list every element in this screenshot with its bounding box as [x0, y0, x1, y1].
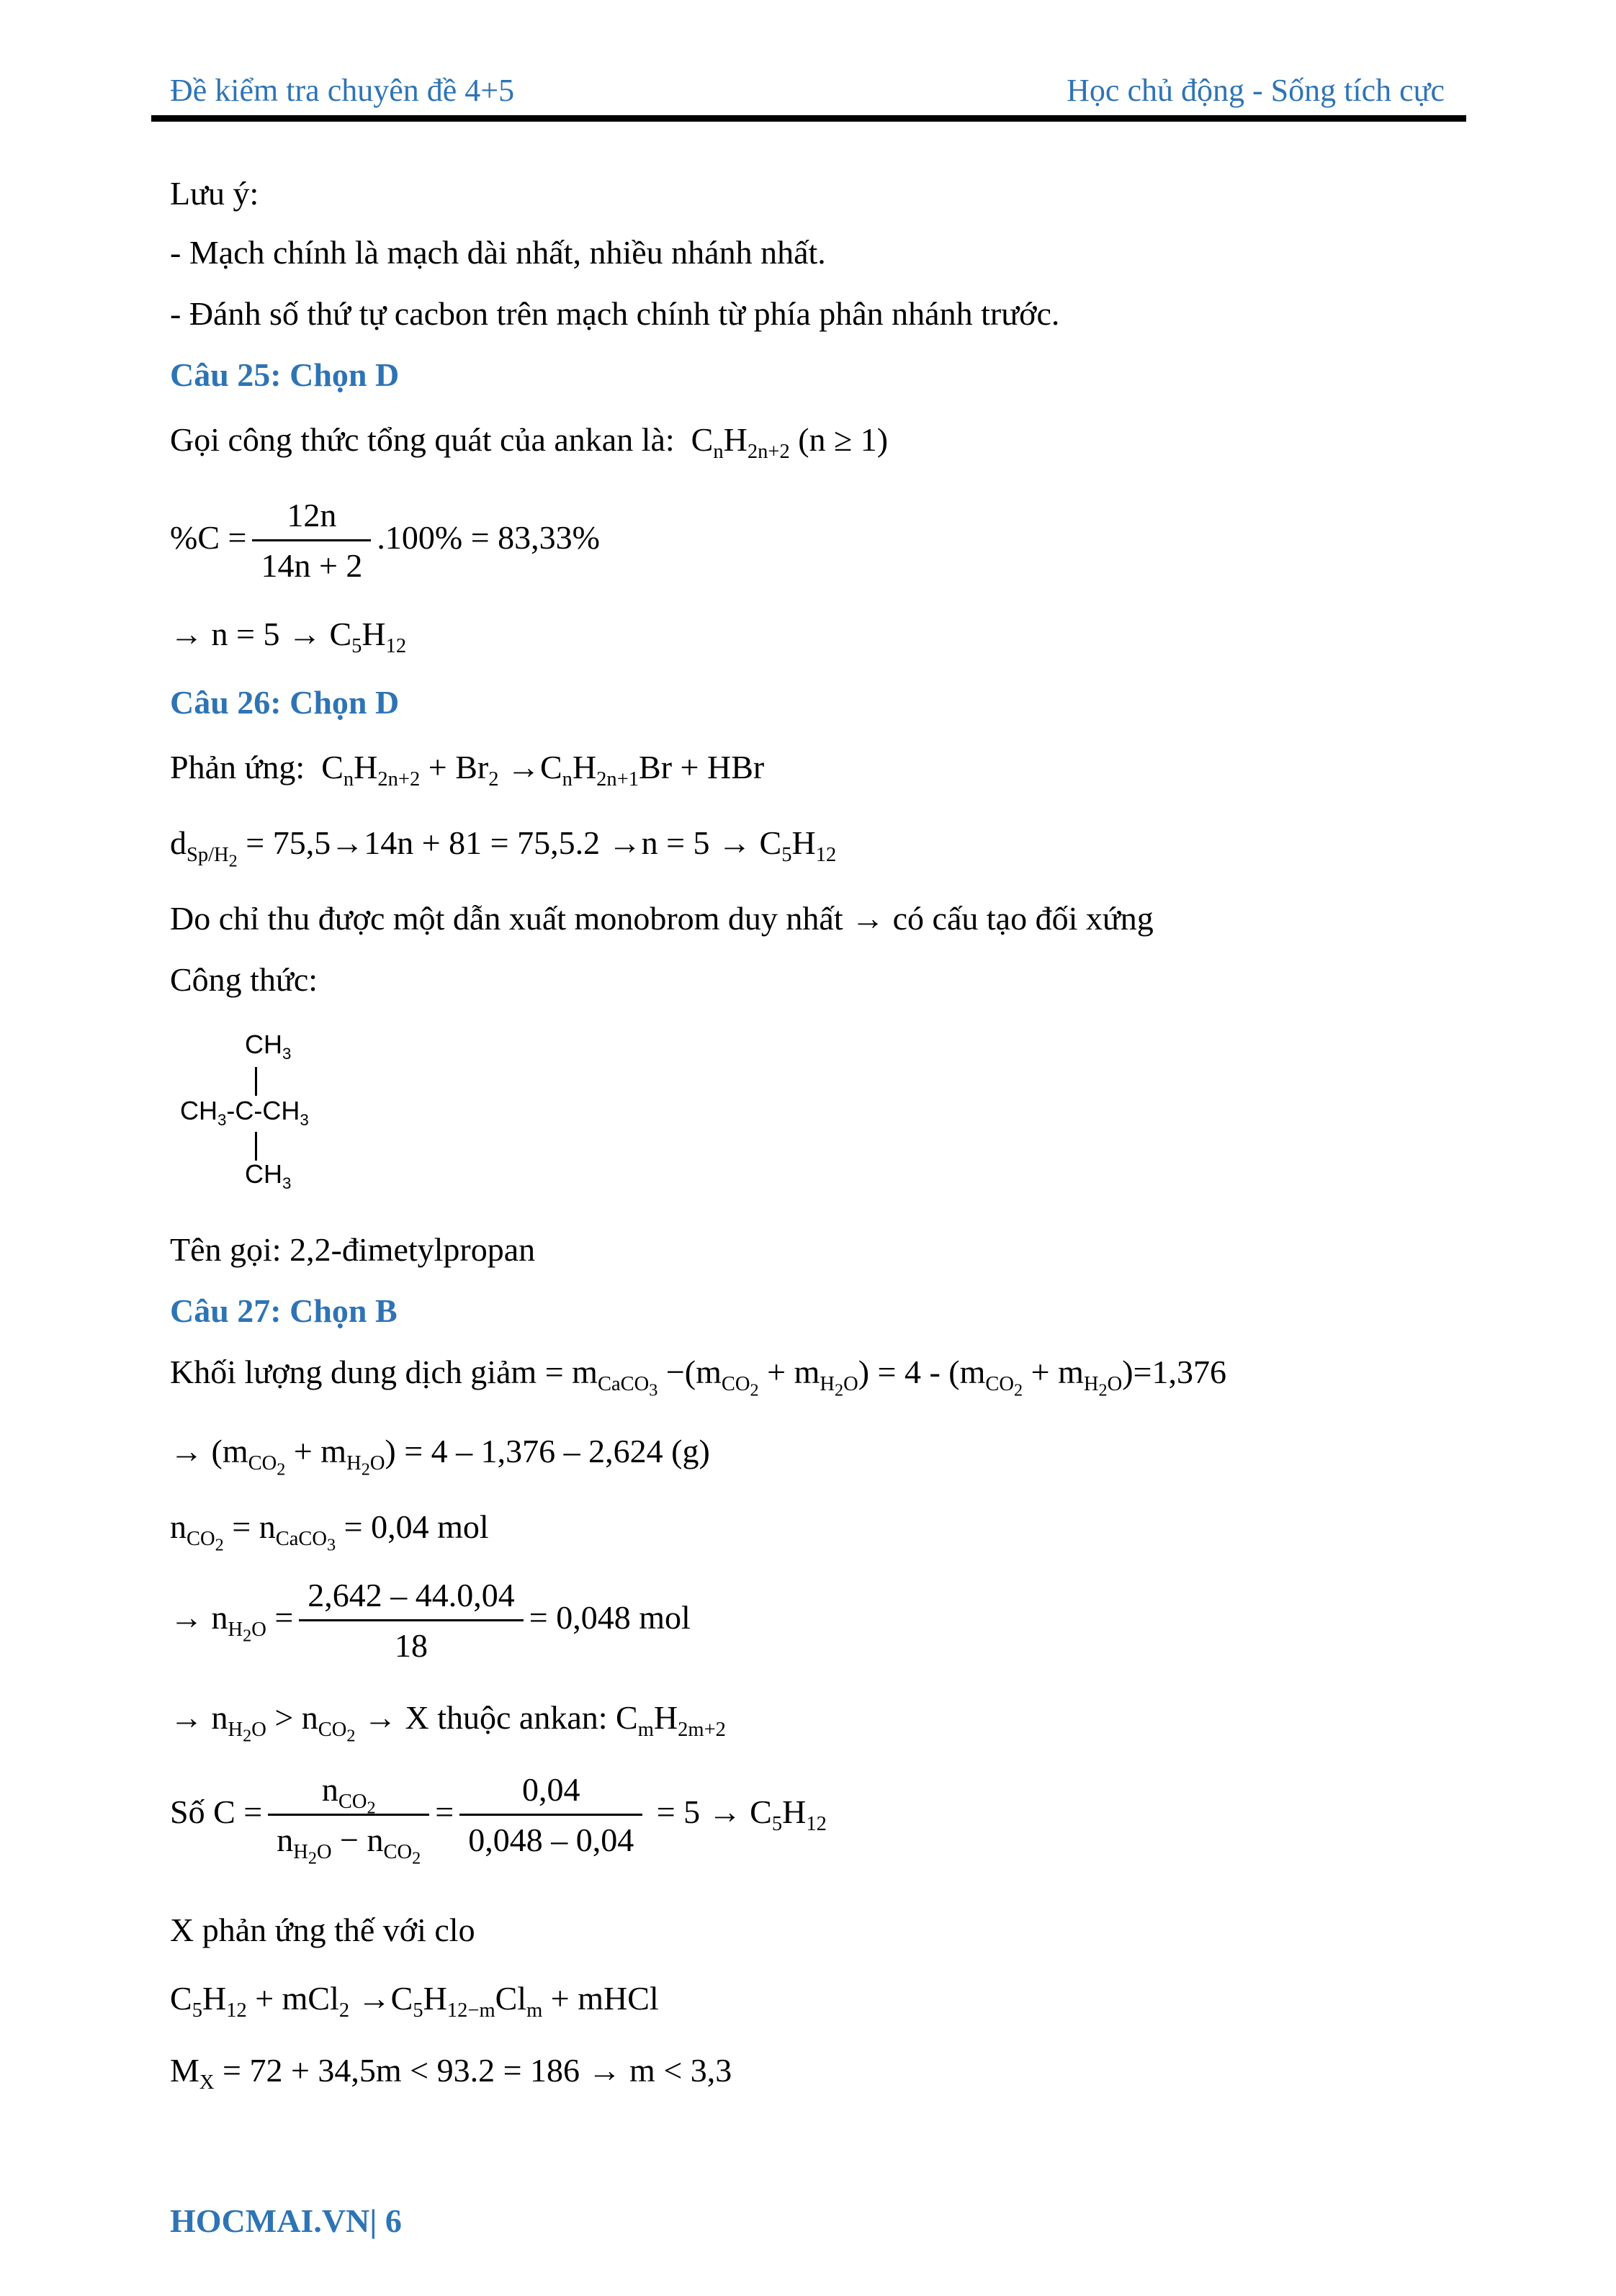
q27-line6: Số C = $\frac{n_{CO_2}}{n_{H_2O} - n_{CO_2}}$ = $\frac{0,04}{0,048 - 0,04}$ = $5 \to C_5H_{12}$ [170, 1771, 827, 1868]
q26-name: Tên gọi: 2,2-đimetylpropan [170, 1231, 536, 1268]
q27-line1: Khối lượng dung dịch giảm = $m_{CaCO_3} -(m_{CO_2} + m_{H_2O}) = 4 - (m_{CO_2} + m_{H_2O})=1,376$ [170, 1354, 1226, 1400]
q25-percent-equation [170, 497, 600, 585]
q26-heading: Câu 26: Chọn D [170, 684, 400, 721]
q25-intro-text: Gọi công thức tổng quát của ankan là: [170, 421, 675, 458]
q25-general-formula: $C_nH_{2n+2}$ (n ≥ 1) [683, 421, 889, 463]
q27-line6-fraction2 [459, 1771, 642, 1860]
note-item-2: - Đánh số thứ tự cacbon trên mạch chính từ phía phân nhánh trước. [170, 295, 1060, 332]
q25-frac-num: 12n [252, 497, 371, 541]
struct-bond-bottom [255, 1132, 257, 1161]
q27-line4: → $n_{H_2O}$ = $\frac{2,642 - 44.0,04}{18}$ = 0,048 mol [170, 1577, 691, 1664]
structural-formula [180, 1030, 367, 1202]
struct-bottom-ch3: $CH_3$ [245, 1159, 292, 1192]
q25-intro [170, 421, 889, 463]
q27-line6-frac2-den: 0,048 – 0,04 [468, 1821, 634, 1858]
note-item-1: - Mạch chính là mạch dài nhất, nhiều nhánh nhất. [170, 234, 826, 271]
q27-line3-end: = 0,04 mol [336, 1508, 489, 1545]
q27-line4-num: 2,642 – 44.0,04 [299, 1577, 524, 1621]
q27-line6-frac1-num: $n_{CO_2}$ [268, 1771, 429, 1816]
q27-line5-mid: → X thuộc ankan: [355, 1699, 616, 1736]
q26-formula-label: Công thức: [170, 961, 318, 998]
struct-top-ch3: $CH_3$ [245, 1030, 292, 1063]
q27-line6-fraction1 [268, 1771, 429, 1868]
q25-fraction [252, 497, 371, 585]
q27-line8: $C_5H_{12} + mCl_2 \to C_5H_{12-m}Cl_m$ + mHCl [170, 1980, 659, 2022]
q26-reaction [170, 749, 765, 791]
q26-reaction-label: Phản ứng: [170, 749, 305, 785]
q27-line6-label: Số C = [170, 1793, 263, 1830]
header-left: Đề kiểm tra chuyên đề 4+5 [170, 73, 515, 108]
q27-line2-end: = 4 – 1,376 – 2,624 (g) [395, 1433, 710, 1469]
q25-result: → $n = 5 \to C_5H_{12}$ [170, 616, 407, 657]
q27-line1-label: Khối lượng dung dịch giảm = [170, 1354, 564, 1390]
q27-line4-den: 18 [395, 1626, 428, 1664]
struct-bond-top [255, 1067, 257, 1096]
q27-heading: Câu 27: Chọn B [170, 1292, 398, 1329]
struct-main-chain: $CH_3-C-CH_3$ [180, 1096, 309, 1129]
header-rule [151, 115, 1466, 122]
notes-title: Lưu ý: [170, 175, 259, 212]
q25-heading: Câu 25: Chọn D [170, 356, 400, 393]
q27-line9-rest: = 72 + 34,5m < 93.2 = 186 → m < 3,3 [214, 2052, 732, 2089]
q26-density-rest: = 75,5→14n + 81 = 75,5.2 →n = 5 → C [237, 824, 782, 861]
q27-line1-end: =1,376 [1133, 1354, 1226, 1390]
q25-frac-lhs: %C = [170, 518, 247, 556]
q25-result-text: → n = 5 → C [170, 616, 352, 652]
q25-frac-rhs: .100% = 83,33% [377, 518, 600, 556]
header-right: Học chủ động - Sống tích cực [1067, 73, 1445, 108]
q26-note: Do chỉ thu được một dẫn xuất monobrom duy nhất → có cấu tạo đối xứng [170, 900, 1154, 937]
q27-line2: → $(m_{CO_2} + m_{H_2O}) = 4 - 1,376 - 2,624$ (g) [170, 1433, 710, 1480]
q27-line4-fraction [299, 1577, 524, 1665]
q27-line4-end: = 0,048 mol [529, 1598, 691, 1636]
q27-line6-frac1-den: $n_{H_2O} - n_{CO_2}$ [277, 1821, 421, 1868]
q27-line6-end: = 5 → C [648, 1793, 772, 1830]
q27-line9: $M_X = 72 + 34,5m < 93.2 = 186 \to m < 3,3$ [170, 2052, 732, 2094]
q27-line6-frac2-num: 0,04 [459, 1771, 642, 1816]
q27-line5: → $n_{H_2O} > n_{CO_2} \to X$ thuộc ankan: $C_mH_{2m+2}$ [170, 1699, 726, 1746]
q27-line3: $n_{CO_2} = n_{CaCO_3} = 0,04$ mol [170, 1508, 489, 1555]
footer-page: HOCMAI.VN| 6 [170, 2202, 402, 2239]
q26-reaction-equation: $C_nH_{2n+2} + Br_2 \to C_nH_{2n+1}Br$ + HBr [313, 749, 765, 791]
q27-line7: X phản ứng thế với clo [170, 1912, 475, 1948]
q27-line1-rest: = 4 - [869, 1354, 949, 1390]
q25-frac-den: 14n + 2 [261, 546, 363, 584]
q26-density: $d_{Sp/H_2} = 75,5\to 14n + 81 = 75,5.2 \to n = 5 \to C_5H_{12}$ [170, 824, 837, 871]
